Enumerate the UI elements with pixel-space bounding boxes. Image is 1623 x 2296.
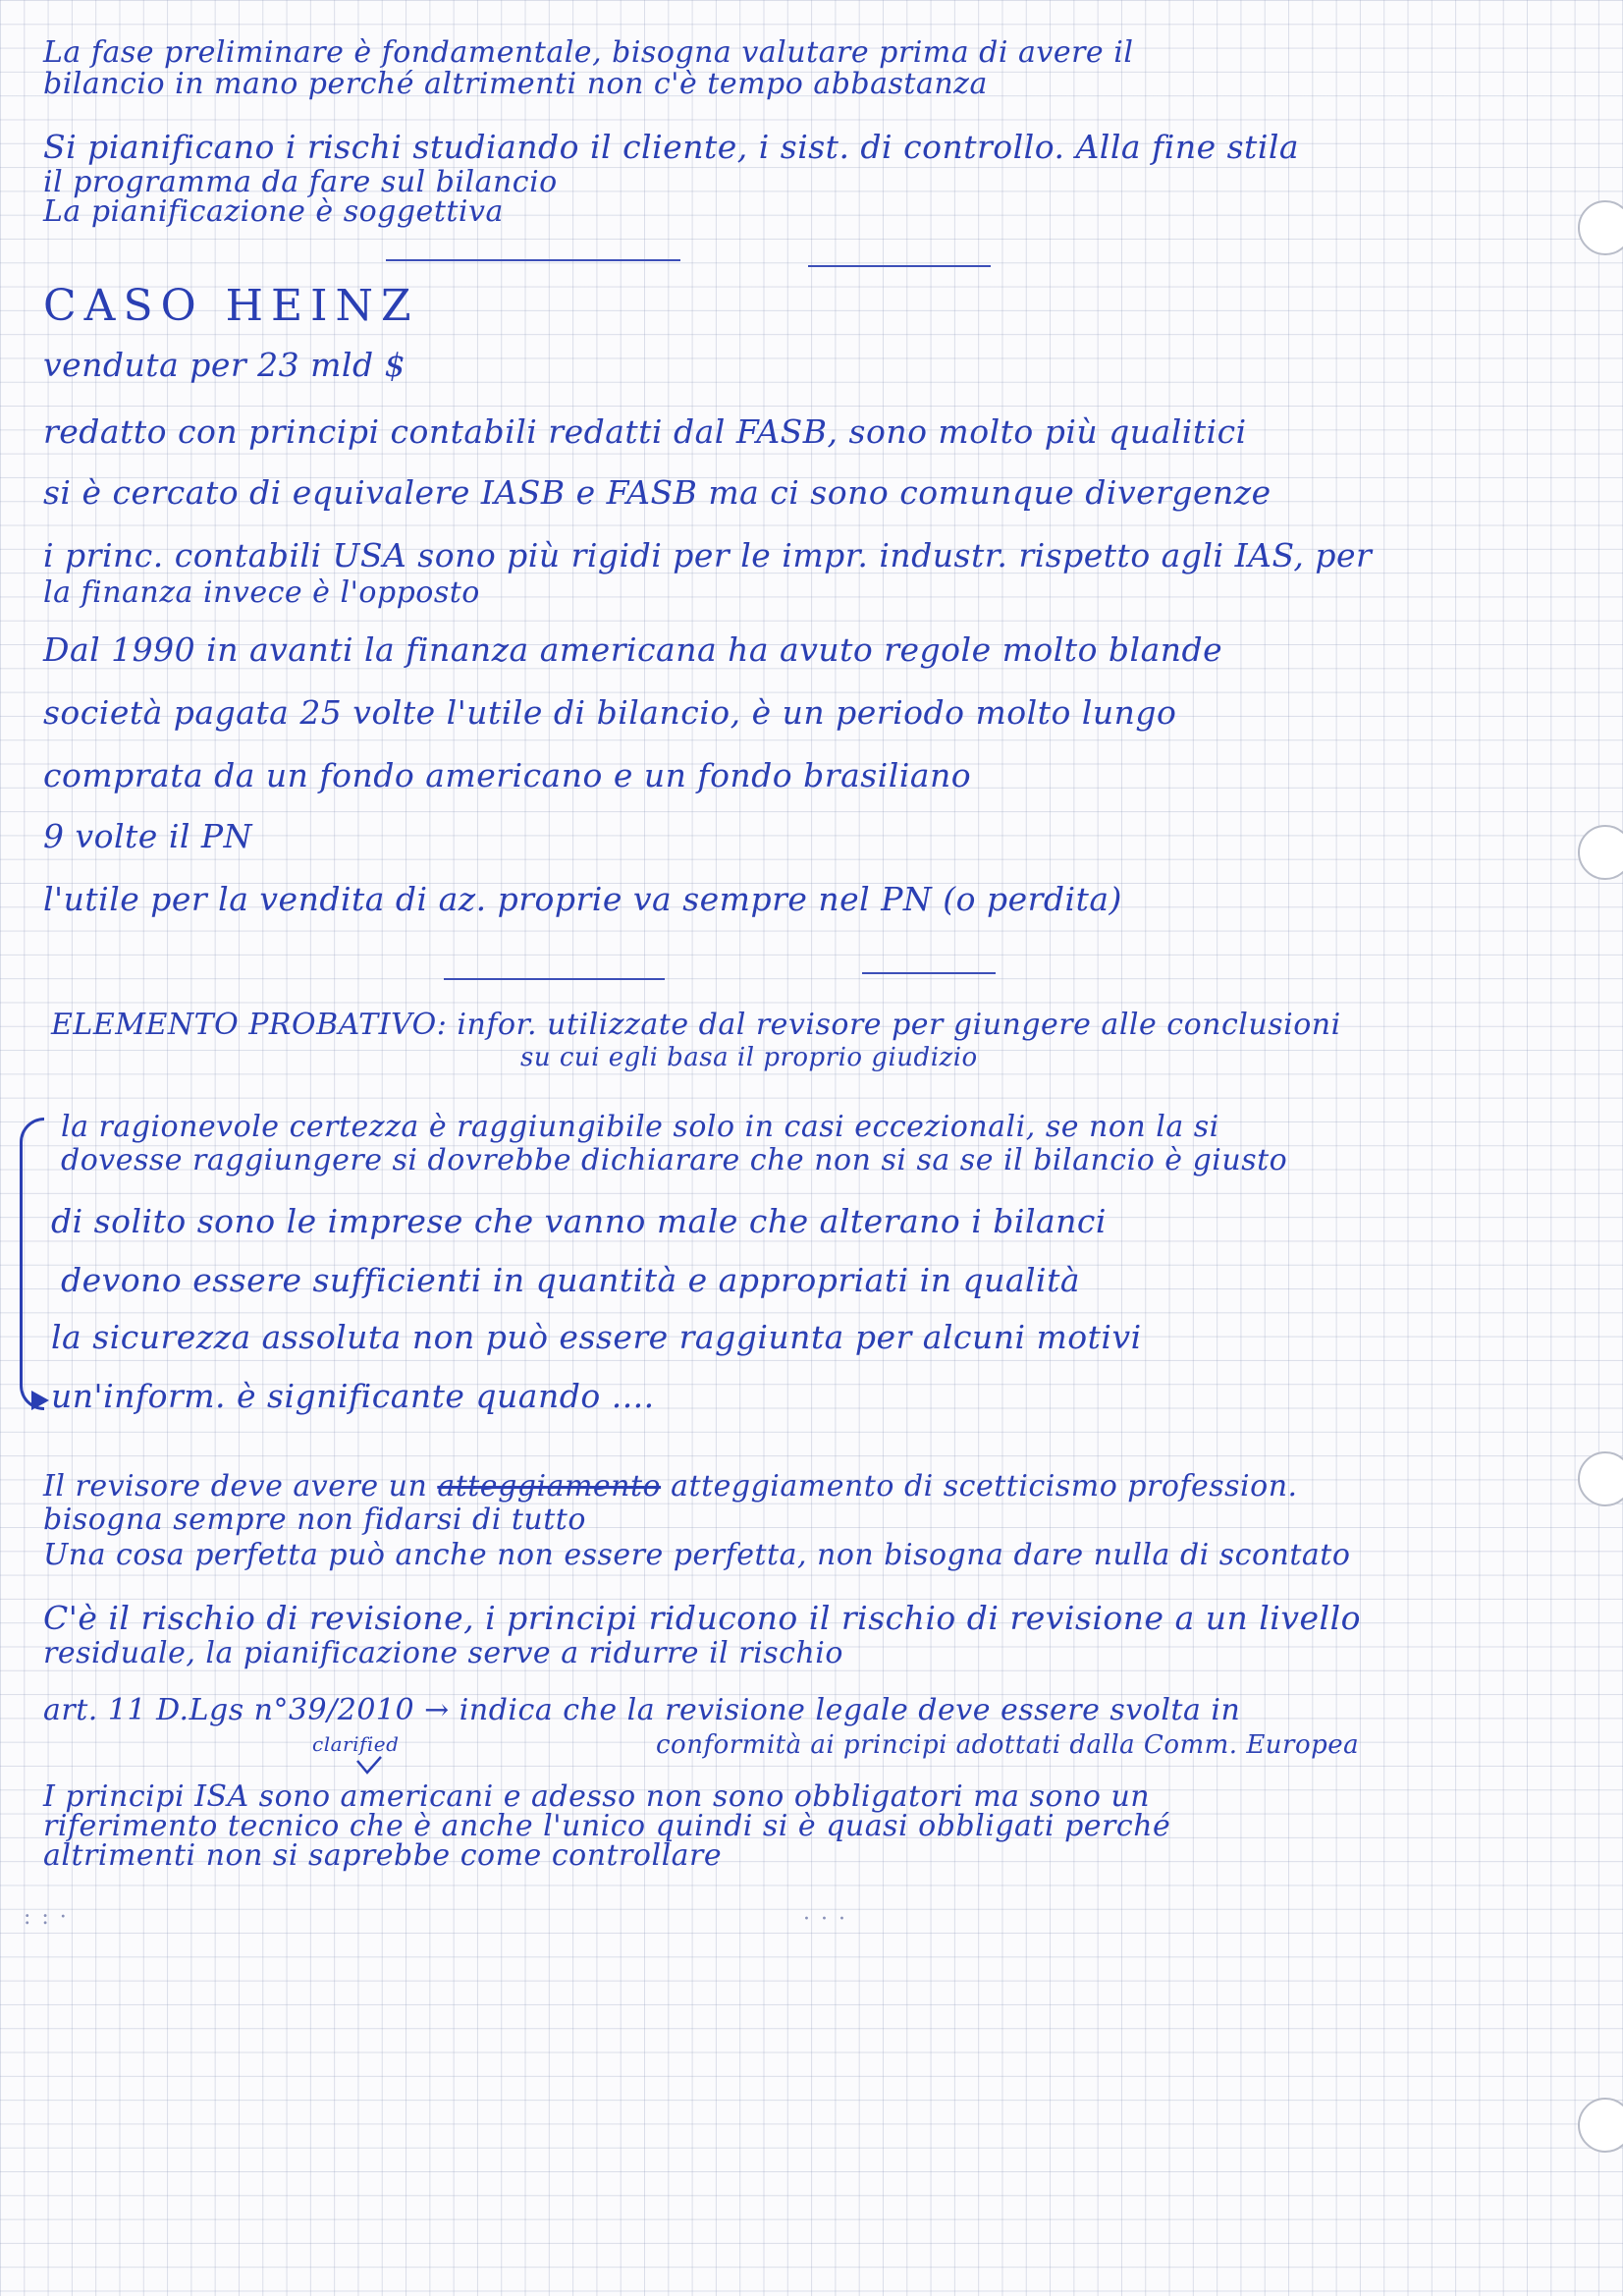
note-line: su cui egli basa il proprio giudizio xyxy=(520,1043,978,1072)
note-line: il programma da fare sul bilancio xyxy=(43,165,558,199)
note-line: società pagata 25 volte l'utile di bilancio, è un periodo molto lungo xyxy=(43,693,1177,732)
note-line: altrimenti non si saprebbe come controllare xyxy=(43,1838,723,1873)
note-line: bilancio in mano perché altrimenti non c'è tempo abbastanza xyxy=(43,67,988,101)
note-line: devono essere sufficienti in quantità e appropriati in qualità xyxy=(61,1261,1081,1299)
note-line: un'inform. è significante quando .... xyxy=(51,1377,655,1415)
note-line: La pianificazione è soggettiva xyxy=(43,194,504,229)
heading-definition: infor. utilizzate dal revisore per giungere alle conclusioni xyxy=(457,1008,1341,1042)
note-line: La fase preliminare è fondamentale, bisogna valutare prima di avere il xyxy=(43,35,1134,70)
note-line: la sicurezza assoluta non può essere raggiunta per alcuni motivi xyxy=(51,1318,1142,1356)
stray-marks: · · · xyxy=(803,1907,847,1932)
note-line: l'utile per la vendita di az. proprie va sempre nel PN (o perdita) xyxy=(43,880,1122,918)
binder-hole xyxy=(1578,2098,1623,2153)
section-heading xyxy=(51,1008,1341,1042)
section-title: CASO HEINZ xyxy=(43,281,419,331)
note-line: conformità ai principi adottati dalla Comm. Europea xyxy=(656,1730,1360,1760)
margin-bracket xyxy=(20,1118,44,1410)
note-text: Il revisore deve avere un xyxy=(43,1469,428,1503)
note-line: Una cosa perfetta può anche non essere perfetta, non bisogna dare nulla di scontato xyxy=(43,1538,1351,1572)
checkmark-icon xyxy=(355,1755,383,1775)
note-line: Dal 1990 in avanti la finanza americana ha avuto regole molto blande xyxy=(43,630,1223,669)
note-line: dovesse raggiungere si dovrebbe dichiarare che non si sa se il bilancio è giusto xyxy=(61,1143,1288,1177)
binder-hole xyxy=(1578,1451,1623,1506)
separator-rule xyxy=(862,972,996,974)
note-line: C'è il rischio di revisione, i principi riducono il rischio di revisione a un livello xyxy=(43,1599,1361,1637)
note-line xyxy=(43,1469,1298,1503)
note-line: 9 volte il PN xyxy=(43,817,253,855)
note-line: bisogna sempre non fidarsi di tutto xyxy=(43,1503,586,1537)
note-line: redatto con principi contabili redatti dal FASB, sono molto più qualitici xyxy=(43,412,1247,451)
note-line: la ragionevole certezza è raggiungibile solo in casi eccezionali, se non la si xyxy=(61,1110,1219,1144)
note-text: atteggiamento di scetticismo profession. xyxy=(671,1469,1298,1503)
note-line: i princ. contabili USA sono più rigidi per le impr. industr. rispetto agli IAS, per xyxy=(43,536,1373,574)
note-line: comprata da un fondo americano e un fondo brasiliano xyxy=(43,756,972,794)
struck-word: atteggiamento xyxy=(437,1469,662,1503)
note-line: di solito sono le imprese che vanno male che alterano i bilanci xyxy=(51,1202,1107,1240)
separator-rule xyxy=(386,259,680,261)
stray-marks: : : · xyxy=(24,1905,69,1930)
note-line: venduta per 23 mld $ xyxy=(43,346,406,384)
heading-label: ELEMENTO PROBATIVO: xyxy=(51,1008,448,1042)
binder-hole xyxy=(1578,825,1623,880)
separator-rule xyxy=(808,265,991,267)
note-line: I principi ISA sono americani e adesso non sono obbligatori ma sono un xyxy=(43,1779,1151,1814)
note-line: Si pianificano i rischi studiando il cliente, i sist. di controllo. Alla fine stila xyxy=(43,128,1300,166)
note-line: art. 11 D.Lgs n°39/2010 → indica che la revisione legale deve essere svolta in xyxy=(43,1693,1241,1727)
note-line: la finanza invece è l'opposto xyxy=(43,575,480,610)
binder-hole xyxy=(1578,200,1623,255)
margin-annotation: clarified xyxy=(312,1732,400,1756)
separator-rule xyxy=(444,978,665,980)
note-line: residuale, la pianificazione serve a ridurre il rischio xyxy=(43,1636,843,1670)
note-line: riferimento tecnico che è anche l'unico quindi si è quasi obbligati perché xyxy=(43,1809,1171,1843)
bracket-arrow-icon xyxy=(31,1391,49,1410)
note-line: si è cercato di equivalere IASB e FASB ma ci sono comunque divergenze xyxy=(43,473,1271,512)
